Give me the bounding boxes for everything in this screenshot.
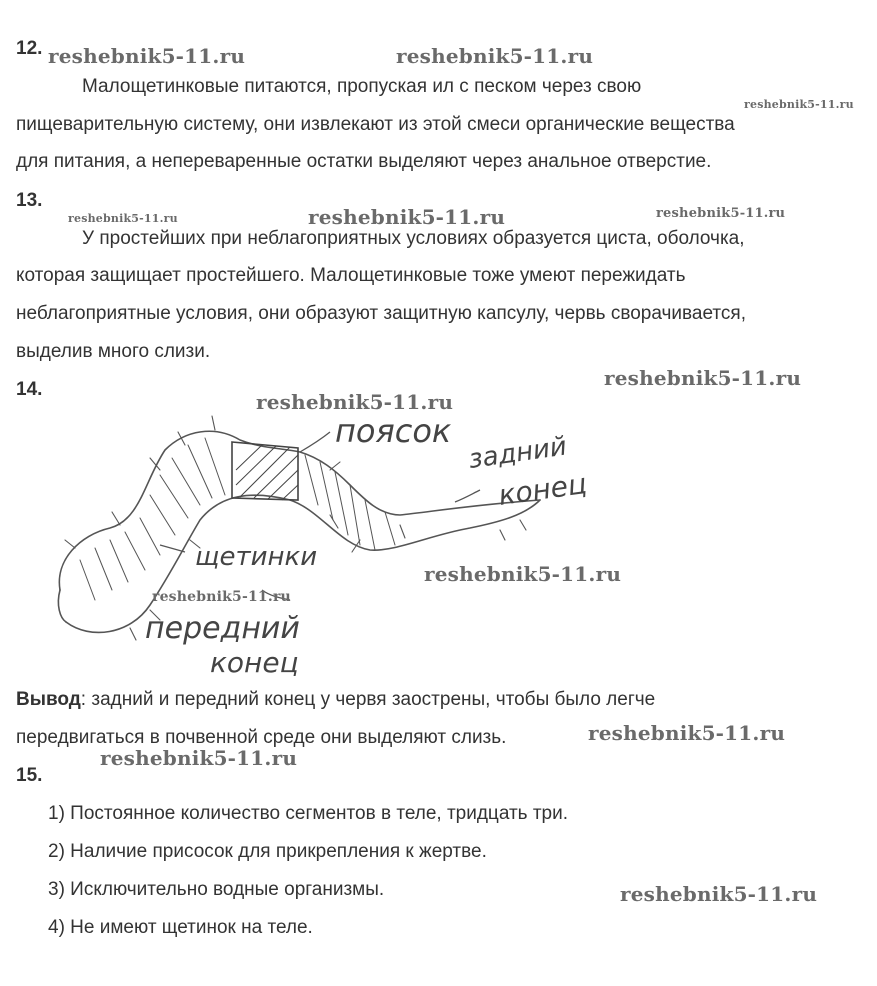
watermark: reshebnik5-11.ru	[308, 205, 506, 229]
conclusion-label: Вывод	[16, 689, 81, 710]
label-front-end-2: конец	[210, 646, 299, 679]
conclusion-text-1: : задний и передний конец у червя заострены, чтобы было легче	[80, 689, 656, 710]
conclusion-line-2: передвигаться в почвенной среде они выделяют слизь.	[16, 727, 507, 748]
q13-number: 13.	[16, 190, 43, 211]
watermark: reshebnik5-11.ru	[656, 206, 786, 221]
watermark: reshebnik5-11.ru	[100, 746, 298, 770]
watermark: reshebnik5-11.ru	[256, 390, 454, 414]
q15-item-3: 3) Исключительно водные организмы.	[48, 879, 385, 900]
q13-line-4: выделив много слизи.	[16, 341, 211, 362]
label-rear-end-2: конец	[496, 466, 589, 512]
conclusion-line-1	[16, 689, 655, 711]
q13-line-1: У простейших при неблагоприятных условиях образуется циста, оболочка,	[82, 228, 745, 249]
q12-number: 12.	[16, 38, 43, 59]
label-setae: щетинки	[195, 542, 318, 572]
label-rear-end-1: задний	[466, 431, 569, 475]
watermark: reshebnik5-11.ru	[48, 44, 246, 68]
q13-line-2: которая защищает простейшего. Малощетинковые тоже умеют пережидать	[16, 265, 686, 286]
label-front-end-1: передний	[145, 611, 300, 646]
watermark: reshebnik5-11.ru	[152, 589, 291, 605]
watermark: reshebnik5-11.ru	[588, 721, 786, 745]
q13-line-3: неблагоприятные условия, они образуют защитную капсулу, червь сворачивается,	[16, 303, 746, 324]
q14-number: 14.	[16, 379, 43, 400]
q15-item-4: 4) Не имеют щетинок на теле.	[48, 917, 313, 938]
watermark: reshebnik5-11.ru	[68, 212, 178, 225]
q12-line-3: для питания, а непереваренные остатки выделяют через анальное отверстие.	[16, 151, 712, 172]
q12-line-1: Малощетинковые питаются, пропуская ил с песком через свою	[82, 76, 642, 97]
watermark: reshebnik5-11.ru	[424, 562, 622, 586]
q15-item-2: 2) Наличие присосок для прикрепления к жертве.	[48, 841, 487, 862]
q15-number: 15.	[16, 765, 43, 786]
label-girdle: поясок	[335, 412, 452, 450]
q12-line-2: пищеварительную систему, они извлекают из этой смеси органические вещества	[16, 114, 735, 135]
q15-item-1: 1) Постоянное количество сегментов в теле, тридцать три.	[48, 803, 569, 824]
watermark: reshebnik5-11.ru	[396, 44, 594, 68]
watermark: reshebnik5-11.ru	[620, 882, 818, 906]
watermark: reshebnik5-11.ru	[744, 98, 854, 111]
watermark: reshebnik5-11.ru	[604, 366, 802, 390]
